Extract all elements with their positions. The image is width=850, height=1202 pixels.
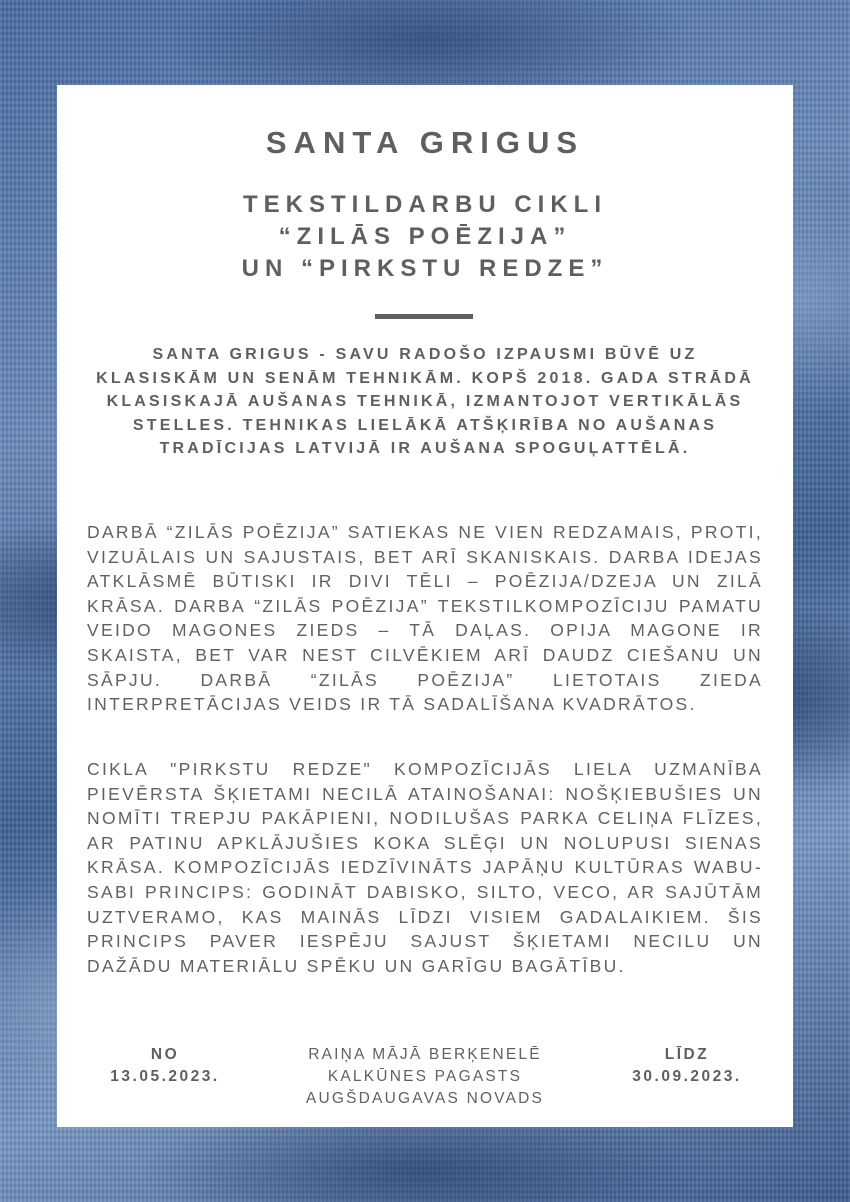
venue-line: KALKŪNES PAGASTS xyxy=(327,1068,523,1085)
venue-block xyxy=(265,1044,585,1110)
title-line: UN “PIRKSTU REDZE” xyxy=(241,255,609,282)
paragraph-zilas-poezija: DARBĀ “ZILĀS POĒZIJA” SATIEKAS NE VIEN REDZAMAIS, PROTI, VIZUĀLAIS UN SAJUSTAIS, BET ARĪ SKANISKAIS. DARBA IDEJAS ATKLĀSMĒ BŪTISKI IR DIVI TĒLI – POĒZIJA/DZEJA UN ZILĀ KRĀSA. DARBA “ZILĀS POĒZIJA” TEKSTILKOMPOZĪCIJU PAMATU VEIDO MAGONES ZIEDS – TĀ DAĻAS. OPIJA MAGONE IR SKAISTA, BET VAR NEST CILVĒKIEM ARĪ DAUDZ CIEŠANU UN SĀPJU. DARBĀ “ZILĀS POĒZIJA” LIETOTAIS ZIEDA INTERPRETĀCIJAS VEIDS IR TĀ SADALĪŠANA KVADRĀTOS. xyxy=(87,522,763,715)
end-date-block xyxy=(605,1044,769,1088)
venue-line: RAIŅA MĀJĀ BERĶENELĒ xyxy=(308,1046,542,1063)
title-divider xyxy=(375,314,473,319)
venue-line: AUGŠDAUGAVAS NOVADS xyxy=(305,1090,545,1107)
title-line: TEKSTILDARBU CIKLI xyxy=(243,191,607,218)
start-date: 13.05.2023. xyxy=(110,1068,220,1085)
end-date: 30.09.2023. xyxy=(632,1068,742,1085)
exhibition-title xyxy=(57,189,793,285)
paragraph-pirkstu-redze: CIKLA "PIRKSTU REDZE" KOMPOZĪCIJĀS LIELA UZMANĪBA PIEVĒRSTA ŠĶIETAMI NECILĀ ATAINOŠANAI: NOŠĶIEBUŠIES UN NOMĪTI TREPJU PAKĀPIENI, NODILUŠAS PARKA CELIŅA FLĪZES, AR PATINU APKLĀJUŠIES KOKA SLĒĢI UN NOLUPUSI SIENAS KRĀSA. KOMPOZĪCIJĀS IEDZĪVINĀTS JAPĀŅU KULTŪRAS WABU-SABI PRINCIPS: GODINĀT DABISKO, SILTO, VECO, AR SAJŪTĀM UZTVERAMO, KAS MAINĀS LĪDZI VISIEM GADALAIKIEM. ŠIS PRINCIPS PAVER IESPĒJU SAJUST ŠĶIETAMI NECILU UN DAŽĀDU MATERIĀLU SPĒKU UN GARĪGU BAGĀTĪBU. xyxy=(87,759,763,976)
start-label: NO xyxy=(150,1046,180,1063)
intro-text: SANTA GRIGUS - SAVU RADOŠO IZPAUSMI BŪVĒ UZ KLASISKĀM UN SENĀM TEHNIKĀM. KOPŠ 2018. GADA STRĀDĀ KLASISKAJĀ AUŠANAS TEHNIKĀ, IZMANTOJOT VERTIKĀLĀS STELLES. TEHNIKAS LIELĀKĀ ATŠĶIRĪBA NO AUŠANAS TRADĪCIJAS LATVIJĀ IR AUŠANA SPOGUĻATTĒLĀ. xyxy=(96,346,754,457)
title-line: “ZILĀS POĒZIJA” xyxy=(278,223,572,250)
end-label: LĪDZ xyxy=(664,1046,710,1063)
start-date-block xyxy=(85,1044,245,1088)
poster-card xyxy=(57,85,793,1127)
artist-name: SANTA GRIGUS xyxy=(265,125,585,160)
